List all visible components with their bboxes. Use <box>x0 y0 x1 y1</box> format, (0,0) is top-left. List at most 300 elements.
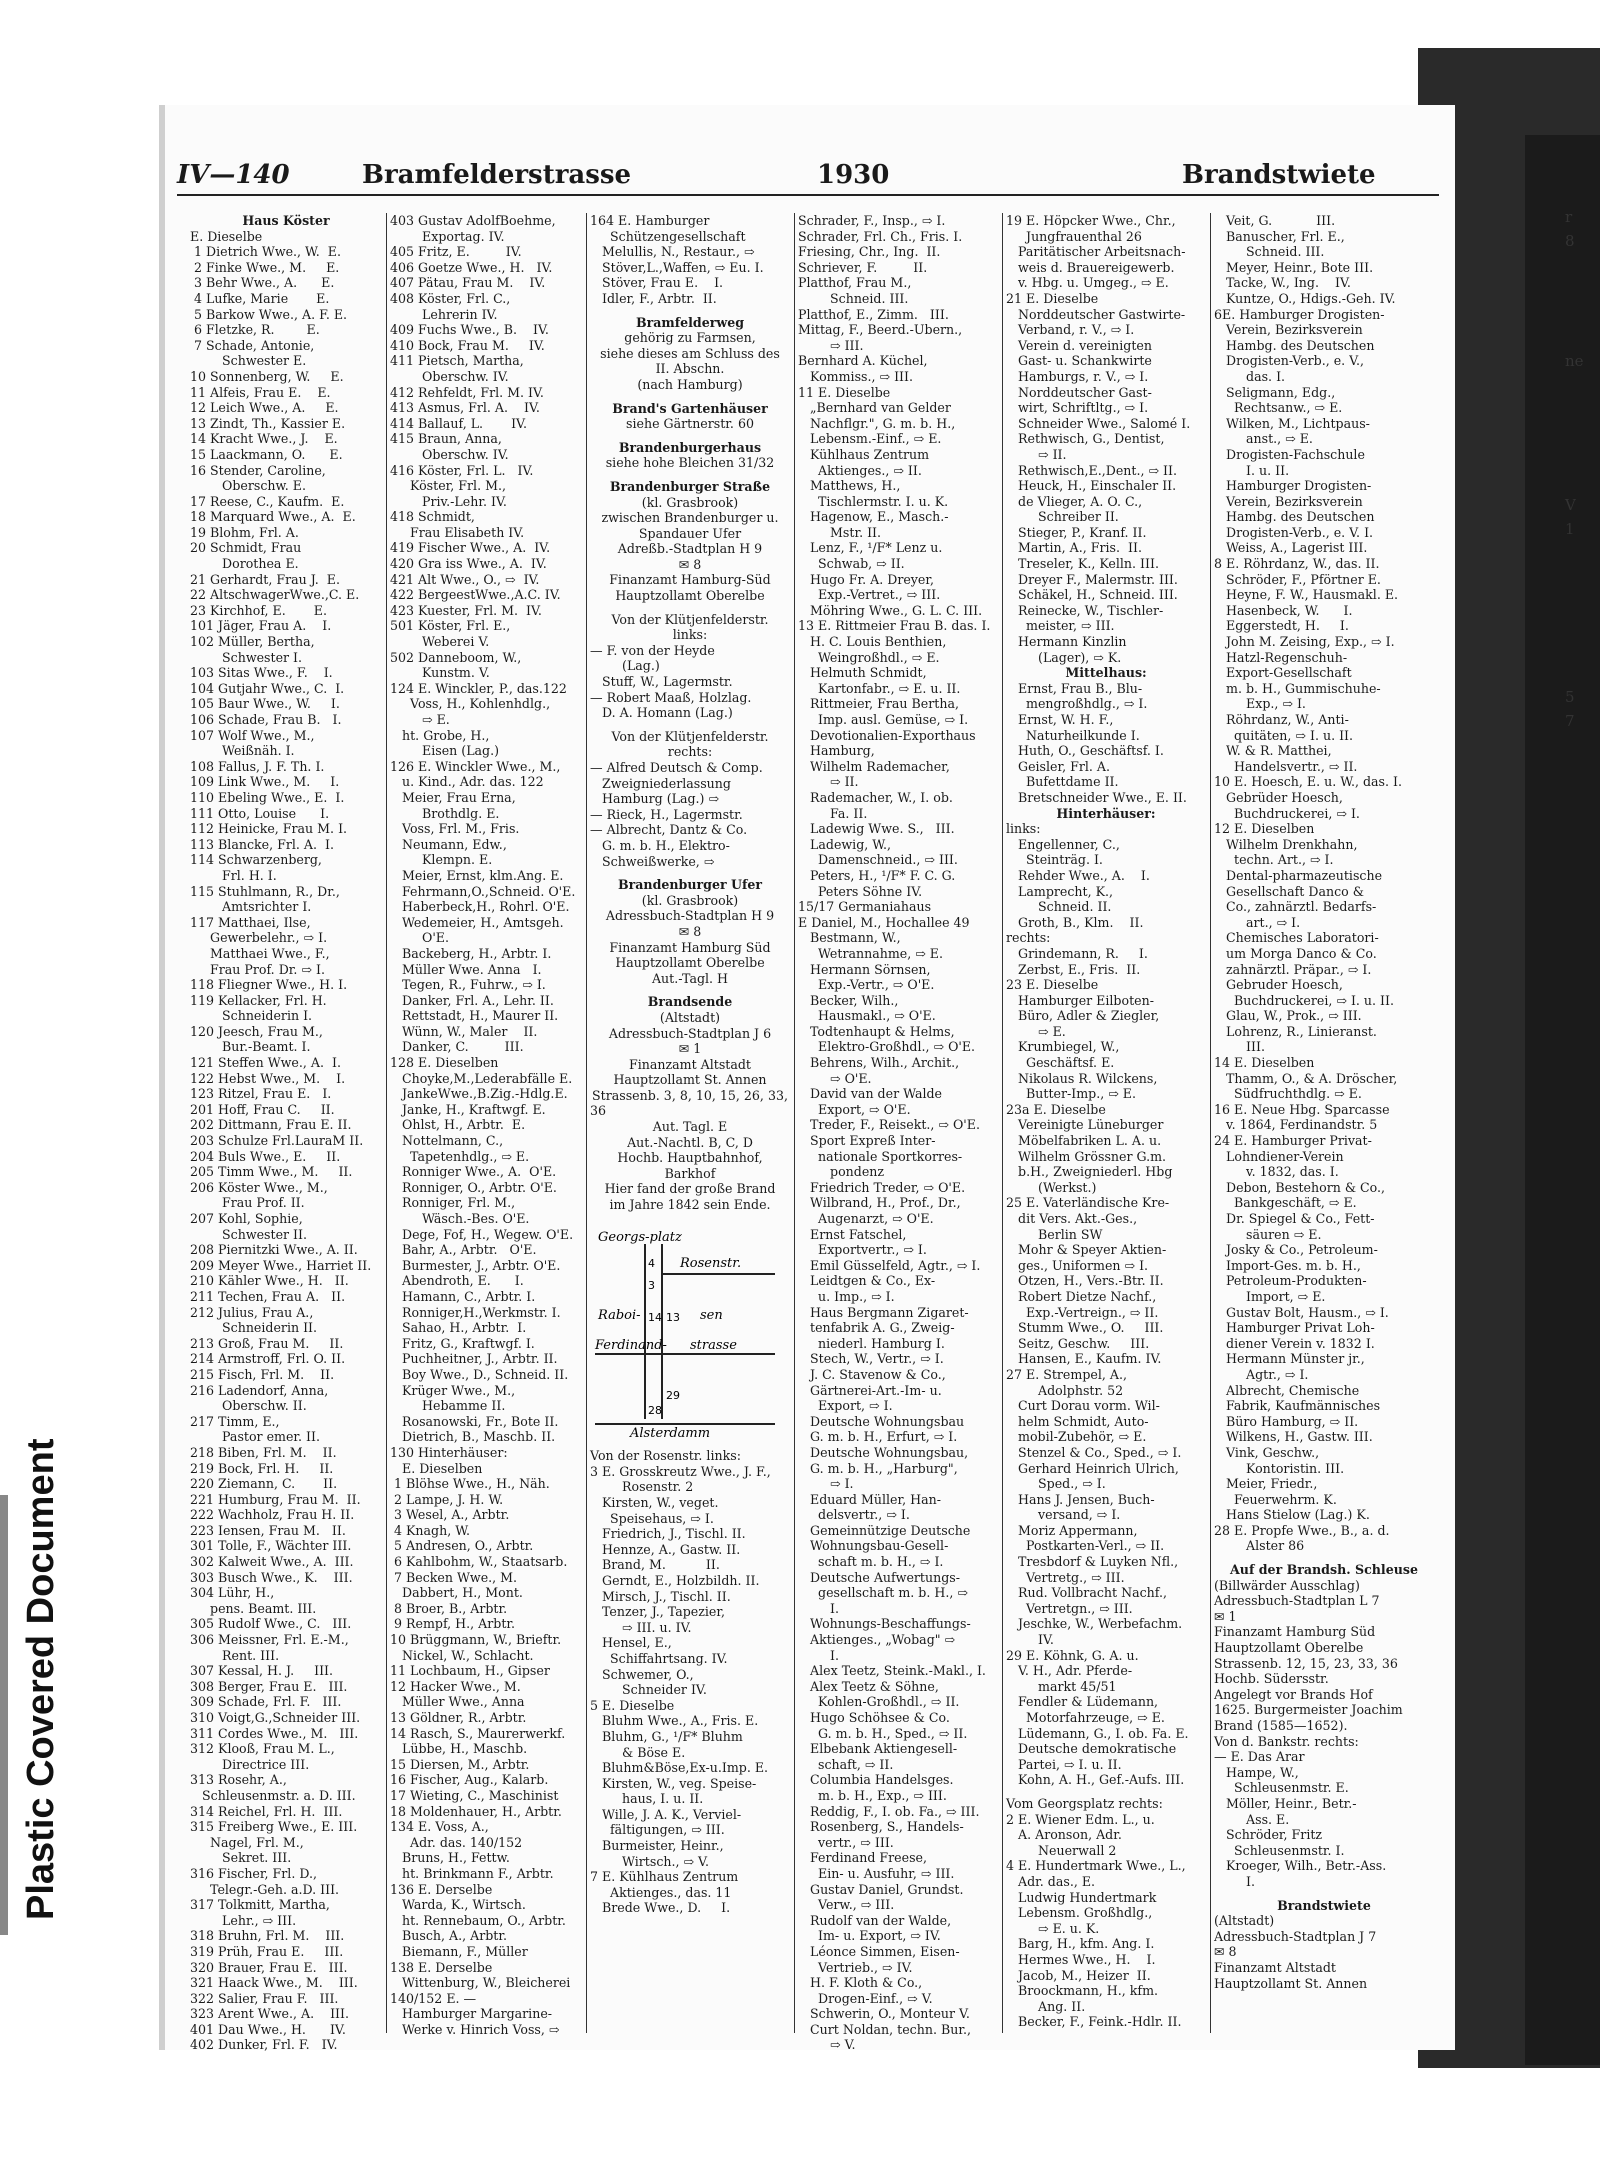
entry-line: 6E. Hamburger Drogisten- <box>1214 306 1385 322</box>
entry-line: Barkhof <box>664 1165 716 1181</box>
entry-line: Friesing, Chr., Ing. II. <box>798 244 941 260</box>
entry-line: 409 Fuchs Wwe., B. IV. <box>390 322 549 338</box>
entry-line: Rent. III. <box>190 1647 280 1663</box>
entry-line: Vertrieb., ⇨ IV. <box>798 1959 913 1975</box>
entry-line: 5 E. Dieselbe <box>590 1697 675 1713</box>
entry-line: Verein d. vereinigten <box>1006 337 1152 353</box>
entry-line: Burmeister, Heinr., <box>590 1838 724 1854</box>
entry-line: Ladewig, W., <box>798 836 892 852</box>
edge-letter <box>1565 253 1595 277</box>
entry-line: Priv.-Lehr. IV. <box>390 493 507 509</box>
entry-line: Tresbdorf & Luyken Nfl., <box>1006 1554 1179 1570</box>
entry-line: Deutsche Aufwertungs- <box>798 1569 960 1585</box>
entry-line: Schneiderin I. <box>190 1008 313 1024</box>
entry-line: 502 Danneboom, W., <box>390 649 522 665</box>
entry-line: Oberschw. E. <box>190 478 306 494</box>
entry-line: Vertretg., ⇨ III. <box>1006 1569 1125 1585</box>
entry-line: JankeWwe.,B.Zig.-Hdlg.E. <box>390 1086 568 1102</box>
entry-line: 22 AltschwagerWwe.,C. E. <box>190 587 360 603</box>
entry-line: Dorothea E. <box>190 556 299 572</box>
map-house-number: 3 <box>648 1278 655 1292</box>
edge-letter <box>1565 565 1595 589</box>
page-header <box>177 160 1439 196</box>
entry-line: rechts: <box>667 744 713 760</box>
entry-line: Engellenner, C., <box>1006 836 1120 852</box>
street-heading: Brandenburgerhaus <box>618 439 762 455</box>
entry-line: pens. Beamt. III. <box>190 1600 317 1616</box>
entry-line: Danker, C. III. <box>390 1039 524 1055</box>
entry-line: Fabrik, Kaufmännisches <box>1214 1398 1381 1414</box>
entry-line: Schrader, Frl. Ch., Fris. I. <box>798 228 963 244</box>
entry-line: 421 Alt Wwe., O., ⇨ IV. <box>390 571 540 587</box>
entry-line: Schneid. III. <box>798 290 909 306</box>
entry-line: 138 E. Derselbe <box>390 1959 493 1975</box>
entry-line: Von d. Bankstr. rechts: <box>1214 1733 1359 1749</box>
entry-line: Tischlermstr. I. u. K. <box>798 493 949 509</box>
entry-line: Drogisten-Verb., e. V. I. <box>1214 524 1374 540</box>
entry-line: Exp., ⇨ I. <box>1214 696 1306 712</box>
entry-line: 306 Meissner, Frl. E.-M., <box>190 1632 349 1648</box>
entry-line: Sekret. III. <box>190 1850 292 1866</box>
entry-line: Hamburg, <box>798 743 875 759</box>
column-rule <box>794 213 795 2033</box>
entry-line: Rosanowski, Fr., Bote II. <box>390 1413 559 1429</box>
entry-line: Huth, O., Geschäftsf. I. <box>1006 743 1164 759</box>
entry-line: 403 Gustav AdolfBoehme, <box>390 213 556 228</box>
entry-line: Friedrich, J., Tischl. II. <box>590 1526 746 1542</box>
entry-line: Hansen, E., Kaufm. IV. <box>1006 1351 1162 1367</box>
entry-line: im Jahre 1842 sein Ende. <box>609 1197 771 1213</box>
street-heading: Auf der Brandsh. Schleuse <box>1230 1562 1418 1578</box>
entry-line: Bernhard A. Küchel, <box>798 353 928 369</box>
entry-line: 115 Stuhlmann, R., Dr., <box>190 883 340 899</box>
entry-line: Lübbe, H., Maschb. <box>390 1741 528 1757</box>
edge-letter <box>1565 397 1595 421</box>
entry-line: Schwerin, O., Monteur V. <box>798 2006 970 2022</box>
entry-line: 216 Ladendorf, Anna, <box>190 1382 329 1398</box>
entry-line: 301 Tolle, F., Wächter III. <box>190 1538 352 1554</box>
entry-line: Kuntze, O., Hdigs.-Geh. IV. <box>1214 290 1396 306</box>
street-heading: Haus Köster <box>242 213 330 228</box>
entry-line: Telegr.-Geh. a.D. III. <box>190 1881 340 1897</box>
entry-line: siehe hohe Bleichen 31/32 <box>605 455 775 471</box>
entry-line: Schleusenmstr. a. D. III. <box>190 1787 356 1803</box>
entry-line: tenfabrik A. G., Zweig- <box>798 1320 955 1336</box>
scan-left-edge <box>0 1495 8 1935</box>
entry-line: Platthof, E., Zimm. III. <box>798 306 949 322</box>
entry-line: Tenzer, J., Tapezier, <box>590 1604 726 1620</box>
entry-line: Verein, Bezirksverein <box>1214 493 1363 509</box>
entry-line: ✉ 1 <box>1214 1608 1237 1624</box>
entry-line: Feuerwehrm. K. <box>1214 1491 1337 1507</box>
entry-line: (Altstadt) <box>1214 1913 1275 1929</box>
entry-line: E. Dieselben <box>390 1460 483 1476</box>
entry-line: 323 Arent Wwe., A. III. <box>190 2006 350 2022</box>
entry-line: 219 Bock, Frl. H. II. <box>190 1460 334 1476</box>
entry-line: (Billwärder Ausschlag) <box>1214 1577 1360 1593</box>
edge-letter <box>1565 445 1595 469</box>
entry-line: Bluhm, G., ¹/F* Bluhm <box>590 1728 743 1744</box>
entry-line: 3 Behr Wwe., A. E. <box>190 275 335 291</box>
entry-line: Reinecke, W., Tischler- <box>1006 602 1164 618</box>
column-rule <box>386 213 387 2033</box>
entry-line: — E. Das Arar <box>1214 1749 1305 1765</box>
entry-line: 418 Schmidt, <box>390 509 475 525</box>
entry-line: Aktienges., „Wobag" ⇨ <box>798 1632 956 1648</box>
entry-line: Stieger, P., Kranf. II. <box>1006 524 1147 540</box>
entry-line: Treseler, K., Kelln. III. <box>1006 556 1159 572</box>
entry-line: Lamprecht, K., <box>1006 883 1114 899</box>
entry-line: 17 Wieting, C., Maschinist <box>390 1787 559 1803</box>
entry-line: Naturheilkunde I. <box>1006 727 1140 743</box>
entry-line: Agtr., ⇨ I. <box>1214 1366 1309 1382</box>
entry-line: Schröder, Fritz <box>1214 1827 1323 1843</box>
entry-line: ⇨ O'E. <box>798 1070 872 1086</box>
entry-line: 312 Klooß, Frau M. L., <box>190 1741 335 1757</box>
entry-line: 310 Voigt,G.,Schneider III. <box>190 1710 361 1725</box>
entry-line: 114 Schwarzenberg, <box>190 852 322 868</box>
entry-line: Abendroth, E. I. <box>390 1273 524 1289</box>
entry-line: Lohndiener-Verein <box>1214 1148 1344 1164</box>
entry-line: wirt, Schriftltg., ⇨ I. <box>1006 400 1149 416</box>
entry-line: Adressbuch-Stadtplan L 7 <box>1214 1593 1380 1609</box>
entry-line: Groth, B., Klm. II. <box>1006 914 1144 930</box>
entry-line: Lüdemann, G., I. ob. Fa. E. <box>1006 1725 1189 1741</box>
entry-line: Weißnäh. I. <box>190 743 295 759</box>
entry-line: Reddig, F., I. ob. Fa., ⇨ III. <box>798 1803 980 1819</box>
entry-line: Schützengesellschaft <box>590 228 746 244</box>
entry-line: 5 Barkow Wwe., A. F. E. <box>190 306 348 322</box>
entry-line: Neumann, Edw., <box>390 836 507 852</box>
entry-line: 140/152 E. — <box>390 1990 477 2006</box>
entry-line: m. b. H., Gummischuhe- <box>1214 680 1381 696</box>
entry-line: (kl. Grasbrook) <box>641 892 739 908</box>
entry-line: Mittag, F., Beerd.-Ubern., <box>798 322 963 338</box>
entry-line: Hier fand der große Brand <box>604 1181 776 1197</box>
entry-line: Finanzamt Altstadt <box>1214 1959 1336 1975</box>
entry-line: Gustav Daniel, Grundst. <box>798 1881 964 1897</box>
entry-line: 307 Kessal, H. J. III. <box>190 1663 334 1679</box>
entry-line: Hermann Kinzlin <box>1006 634 1127 650</box>
entry-line: (nach Hamburg) <box>637 376 743 392</box>
edge-letter: V <box>1565 496 1576 514</box>
entry-line: 303 Busch Wwe., K. III. <box>190 1569 353 1585</box>
entry-line: Hebamme II. <box>390 1398 506 1414</box>
entry-line: 113 Blancke, Frl. A. I. <box>190 836 334 852</box>
entry-line: 220 Ziemann, C. II. <box>190 1476 338 1492</box>
entry-line: Buchdruckerei, ⇨ I. <box>1214 805 1360 821</box>
entry-line: Todtenhaupt & Helms, <box>798 1023 955 1039</box>
entry-line: Hamburger Privat Loh- <box>1214 1320 1375 1336</box>
entry-line: Helmuth Schmidt, <box>798 665 927 681</box>
entry-line: 1 Blöhse Wwe., H., Näh. <box>390 1476 550 1492</box>
entry-line: Gemeinnützige Deutsche <box>798 1522 971 1538</box>
entry-line: Gewerbelehr., ⇨ I. <box>190 930 328 946</box>
entry-line: (Lag.) <box>590 658 660 674</box>
entry-line: Idler, F., Arbtr. II. <box>590 290 717 306</box>
entry-line: Finanzamt Altstadt <box>629 1056 751 1072</box>
entry-line: Meier, Frau Erna, <box>390 789 516 805</box>
entry-line: Nikolaus R. Wilckens, <box>1006 1070 1158 1086</box>
entry-line: Mstr. II. <box>798 524 882 540</box>
entry-line: 15 Diersen, M., Arbtr. <box>390 1756 530 1772</box>
entry-line: 401 Dau Wwe., H. IV. <box>190 2021 346 2037</box>
entry-line: Butter-Imp., ⇨ E. <box>1006 1086 1136 1102</box>
entry-line: Südfruchthdlg. ⇨ E. <box>1214 1086 1362 1102</box>
entry-line: 202 Dittmann, Frau E. II. <box>190 1117 352 1133</box>
entry-line: 16 Stender, Caroline, <box>190 462 326 478</box>
entry-line: 414 Ballauf, L. IV. <box>390 415 527 431</box>
page-number: IV—140 <box>177 160 290 190</box>
entry-line: IV. <box>1006 1632 1054 1648</box>
map-house-number: 14 <box>648 1310 662 1324</box>
entry-line: 12 Leich Wwe., A. E. <box>190 400 339 416</box>
entry-line: 108 Fallus, J. F. Th. I. <box>190 758 325 774</box>
entry-line: Schwester II. <box>190 1226 308 1242</box>
entry-line: ⇨ E. <box>1006 1023 1066 1039</box>
entry-line: Hauptzollamt Oberelbe <box>615 955 765 971</box>
entry-line: 16 E. Neue Hbg. Sparcasse <box>1214 1101 1390 1117</box>
entry-line: Debon, Bestehorn & Co., <box>1214 1179 1386 1195</box>
entry-line: diener Verein v. 1832 I. <box>1214 1335 1375 1351</box>
street-map-sketch <box>590 1219 780 1439</box>
entry-line: nationale Sportkorres- <box>798 1148 963 1164</box>
entry-line: 29 E. Köhnk, G. A. u. <box>1006 1647 1139 1663</box>
entry-line: Léonce Simmen, Eisen- <box>798 1943 960 1959</box>
entry-line: Von der Rosenstr. links: <box>590 1448 741 1464</box>
entry-line: Bufettdame II. <box>1006 774 1119 790</box>
entry-line: 309 Schade, Frl. F. III. <box>190 1694 342 1710</box>
entry-line: dit Vers. Akt.-Ges., <box>1006 1211 1138 1226</box>
entry-line: 25 E. Vaterländische Kre- <box>1006 1195 1170 1211</box>
entry-line: Tapetenhdlg., ⇨ E. <box>390 1148 530 1164</box>
entry-line: haus, I. u. II. <box>590 1791 704 1807</box>
entry-line: 117 Matthaei, Ilse, <box>190 914 311 930</box>
entry-line: 302 Kalweit Wwe., A. III. <box>190 1554 354 1570</box>
entry-line: 130 Hinterhäuser: <box>390 1444 508 1460</box>
entry-line: 128 E. Dieselben <box>390 1055 499 1071</box>
map-street-label: strasse <box>690 1337 737 1353</box>
entry-line: 13 E. Rittmeier Frau B. das. I. <box>798 618 991 634</box>
entry-line: v. 1864, Ferdinandstr. 5 <box>1214 1117 1378 1133</box>
entry-line: „Bernhard van Gelder <box>798 400 951 416</box>
entry-line: meister, ⇨ III. <box>1006 618 1115 634</box>
entry-line: ⇨ E. <box>390 712 450 727</box>
entry-line <box>590 471 790 479</box>
entry-line: gehörig zu Farmsen, <box>624 330 756 346</box>
entry-line: Schreiber II. <box>1006 509 1119 525</box>
entry-line: Stöver,L.,Waffen, ⇨ Eu. I. <box>590 259 764 275</box>
edge-letter: 5 <box>1565 688 1575 706</box>
entry-line: Verein, Bezirksverein <box>1214 322 1363 338</box>
entry-line <box>590 869 790 877</box>
entry-line: Rudolf van der Walde, <box>798 1912 952 1928</box>
entry-line: Meyer, Heinr., Bote III. <box>1214 259 1374 275</box>
entry-line: 322 Salier, Frau F. III. <box>190 1990 339 2006</box>
entry-line: Exportag. IV. <box>390 228 505 244</box>
entry-line: Import, ⇨ E. <box>1214 1288 1326 1304</box>
entry-line: Schwemer, O., <box>590 1666 694 1682</box>
entry-line: Wohnungs-Beschaffungs- <box>798 1616 971 1632</box>
entry-line: Alex Teetz, Steink.-Makl., I. <box>798 1663 986 1679</box>
entry-line: Möhring Wwe., G. L. C. III. <box>798 602 983 618</box>
entry-line: H. F. Kloth & Co., <box>798 1975 923 1991</box>
entry-line: Gerhard Heinrich Ulrich, <box>1006 1460 1179 1476</box>
map-street-label: sen <box>700 1307 723 1323</box>
entry-line: 203 Schulze Frl.LauraM II. <box>190 1133 364 1149</box>
entry-line: 213 Groß, Frau M. II. <box>190 1335 344 1351</box>
entry-line: Fendler & Lüdemann, <box>1006 1694 1159 1710</box>
entry-line: Voss, Frl. M., Fris. <box>390 821 520 837</box>
entry-line: Strassenb. 3, 8, 10, 15, 26, 33, <box>592 1087 788 1103</box>
entry-line: Finanzamt Hamburg-Süd <box>609 572 771 588</box>
entry-line: Gärtnerei-Art.-Im- u. <box>798 1382 942 1398</box>
entry-line: Wilkens, H., Gastw. III. <box>1214 1429 1373 1445</box>
entry-line: 121 Steffen Wwe., A. I. <box>190 1055 341 1071</box>
entry-line: Drogisten-Fachschule <box>1214 446 1365 462</box>
entry-line: Finanzamt Hamburg Süd <box>609 939 771 955</box>
entry-line: 106 Schade, Frau B. I. <box>190 712 342 727</box>
entry-line: Ass. E. <box>1214 1811 1290 1827</box>
entry-line: Rademacher, W., I. ob. <box>798 789 953 805</box>
entry-line: Schwester E. <box>190 353 307 369</box>
entry-line: Voss, H., Kohlenhdlg., <box>390 696 551 712</box>
entry-line: Imp. ausl. Gemüse, ⇨ I. <box>798 712 969 727</box>
entry-line: zahnärztl. Präpar., ⇨ I. <box>1214 961 1372 977</box>
entry-line: Co., zahnärztl. Bedarfs- <box>1214 899 1377 915</box>
entry-line: Ein- u. Ausfuhr, ⇨ III. <box>798 1865 955 1881</box>
entry-line: I. <box>798 1600 840 1616</box>
entry-line: Wilbrand, H., Prof., Dr., <box>798 1195 961 1211</box>
map-house-number: 28 <box>648 1403 662 1417</box>
entry-line: 217 Timm, E., <box>190 1413 280 1429</box>
entry-line: Hensel, E., <box>590 1635 672 1651</box>
entry-line: 15 Laackmann, O. E. <box>190 446 343 462</box>
entry-line: 14 E. Dieselben <box>1214 1055 1315 1071</box>
entry-line: Mohr & Speyer Aktien- <box>1006 1242 1167 1258</box>
entry-line: 104 Gutjahr Wwe., C. I. <box>190 680 345 696</box>
entry-line: Mirsch, J., Tischl. II. <box>590 1588 731 1604</box>
entry-line: Deutsche Wohnungsbau <box>798 1413 965 1429</box>
entry-line: Chemisches Laboratori- <box>1214 930 1379 946</box>
entry-line: — Albrecht, Dantz & Co. <box>590 822 748 838</box>
entry-line: Sahao, H., Arbtr. I. <box>390 1320 527 1336</box>
entry-line: (Altstadt) <box>659 1009 721 1025</box>
entry-line: Devotionalien-Exporthaus <box>798 727 976 743</box>
entry-line: Heuck, H., Einschaler II. <box>1006 478 1177 494</box>
entry-line: Hugo Schöhsee & Co. <box>798 1710 950 1725</box>
entry-line: Grindemann, R. I. <box>1006 945 1148 961</box>
entry-line: Bruns, H., Fettw. <box>390 1850 510 1866</box>
entry-line: Ang. II. <box>1006 1998 1086 2014</box>
entry-line: Kroeger, Wilh., Betr.-Ass. <box>1214 1858 1387 1874</box>
entry-line: Von der Klütjenfelderstr. <box>611 728 769 744</box>
entry-line: v. Hbg. u. Umgeg., ⇨ E. <box>1006 275 1169 291</box>
entry-line: 2 Finke Wwe., M. E. <box>190 259 340 275</box>
entry-line: Hamburger Drogisten- <box>1214 478 1372 494</box>
entry-line: Wittenburg, W., Bleicherei <box>390 1975 571 1991</box>
entry-line: Ernst, Frau B., Blu- <box>1006 680 1143 696</box>
entry-line: Banuscher, Frl. E., <box>1214 228 1345 244</box>
entry-line: 109 Link Wwe., M. I. <box>190 774 340 790</box>
entry-line: vertr., ⇨ III. <box>798 1834 894 1850</box>
entry-line: Seligmann, Edg., <box>1214 384 1336 400</box>
entry-line: Hausmakl., ⇨ O'E. <box>798 1008 936 1024</box>
column-1 <box>190 213 382 2053</box>
entry-line: 410 Bock, Frau M. IV. <box>390 337 545 353</box>
entry-line: Partei, ⇨ I. u. II. <box>1006 1756 1122 1772</box>
entry-line: weis d. Brauereigewerb. <box>1006 259 1175 275</box>
entry-line: 19 Blohm, Frl. A. <box>190 524 299 540</box>
entry-line: Matthews, H., <box>798 478 901 494</box>
entry-line: Hochb. Hauptbahnhof, <box>617 1150 763 1166</box>
entry-line: 21 Gerhardt, Frau J. E. <box>190 571 340 587</box>
edge-letter: r <box>1565 208 1573 226</box>
entry-line: Hugo Fr. A. Dreyer, <box>798 571 935 587</box>
map-street-label: Rosenstr. <box>680 1255 742 1271</box>
entry-line: 21 E. Dieselbe <box>1006 290 1099 306</box>
entry-line: Becker, Wilh., <box>798 992 899 1008</box>
entry-line: 205 Timm Wwe., M. II. <box>190 1164 353 1180</box>
entry-line: 24 E. Hamburger Privat- <box>1214 1133 1372 1149</box>
entry-line: Aut. Tagl. E <box>652 1119 728 1135</box>
entry-line: 11 Alfeis, Frau E. E. <box>190 384 331 400</box>
entry-line: 223 Iensen, Frau M. II. <box>190 1522 346 1538</box>
entry-line: Schneid. III. <box>1214 244 1325 260</box>
entry-line: m. b. H., Exp., ⇨ III. <box>798 1787 947 1803</box>
entry-line: Dreyer F., Malermstr. III. <box>1006 571 1178 587</box>
entry-line: Aut.-Nachtl. B, C, D <box>627 1134 753 1150</box>
entry-line: Hauptzollamt St. Annen <box>613 1072 767 1088</box>
entry-line: Strassenb. 12, 15, 23, 33, 36 <box>1214 1655 1398 1671</box>
entry-line: Ferdinand Freese, <box>798 1850 927 1866</box>
entry-line: Bluhm Wwe., A., Fris. E. <box>590 1713 759 1729</box>
entry-line: Janke, H., Kraftwgf. E. <box>390 1101 546 1117</box>
entry-line: Exp.-Vertr., ⇨ O'E. <box>798 977 935 993</box>
entry-line: Stenzel & Co., Sped., ⇨ I. <box>1006 1444 1182 1460</box>
entry-line: Bretschneider Wwe., E. II. <box>1006 789 1187 805</box>
entry-line: versand, ⇨ I. <box>1006 1507 1121 1523</box>
entry-line: Neuerwall 2 <box>1006 1842 1117 1858</box>
year: 1930 <box>817 160 890 190</box>
entry-line: Biemann, F., Müller <box>390 1943 528 1959</box>
entry-line: Fehrmann,O.,Schneid. O'E. <box>390 883 576 899</box>
entry-line: Dege, Fof, H., Wegew. O'E. <box>390 1226 574 1242</box>
entry-line: 28 E. Propfe Wwe., B., a. d. <box>1214 1522 1390 1538</box>
entry-line: Ernst Fatschel, <box>798 1226 907 1242</box>
entry-line: Columbia Handelsges. <box>798 1772 954 1788</box>
entry-line: 211 Techen, Frau A. II. <box>190 1288 346 1304</box>
entry-line: 6 Kahlbohm, W., Staatsarb. <box>390 1554 568 1570</box>
entry-line: Büro, Adler & Ziegler, <box>1006 1008 1160 1024</box>
edge-letter <box>1565 277 1595 301</box>
entry-line: Hamburg (Lag.) ⇨ <box>590 791 720 807</box>
entry-line: 8 E. Röhrdanz, W., das. II. <box>1214 556 1380 572</box>
entry-line: Hagenow, E., Masch.- <box>798 509 949 525</box>
entry-line <box>590 307 790 315</box>
entry-line: 210 Kähler Wwe., H. II. <box>190 1273 349 1289</box>
entry-line: Directrice III. <box>190 1756 310 1772</box>
entry-line: 6 Fletzke, R. E. <box>190 322 320 338</box>
entry-line: ⇨ II. <box>798 774 859 790</box>
entry-line: Dietrich, B., Maschb. II. <box>390 1429 556 1445</box>
entry-line: Albrecht, Chemische <box>1214 1382 1360 1398</box>
entry-line: das. I. <box>1214 368 1286 384</box>
entry-line <box>590 721 790 729</box>
entry-line: 13 Göldner, R., Arbtr. <box>390 1710 527 1725</box>
entry-line: Export-Gesellschaft <box>1214 665 1352 681</box>
entry-line: links: <box>672 627 708 643</box>
